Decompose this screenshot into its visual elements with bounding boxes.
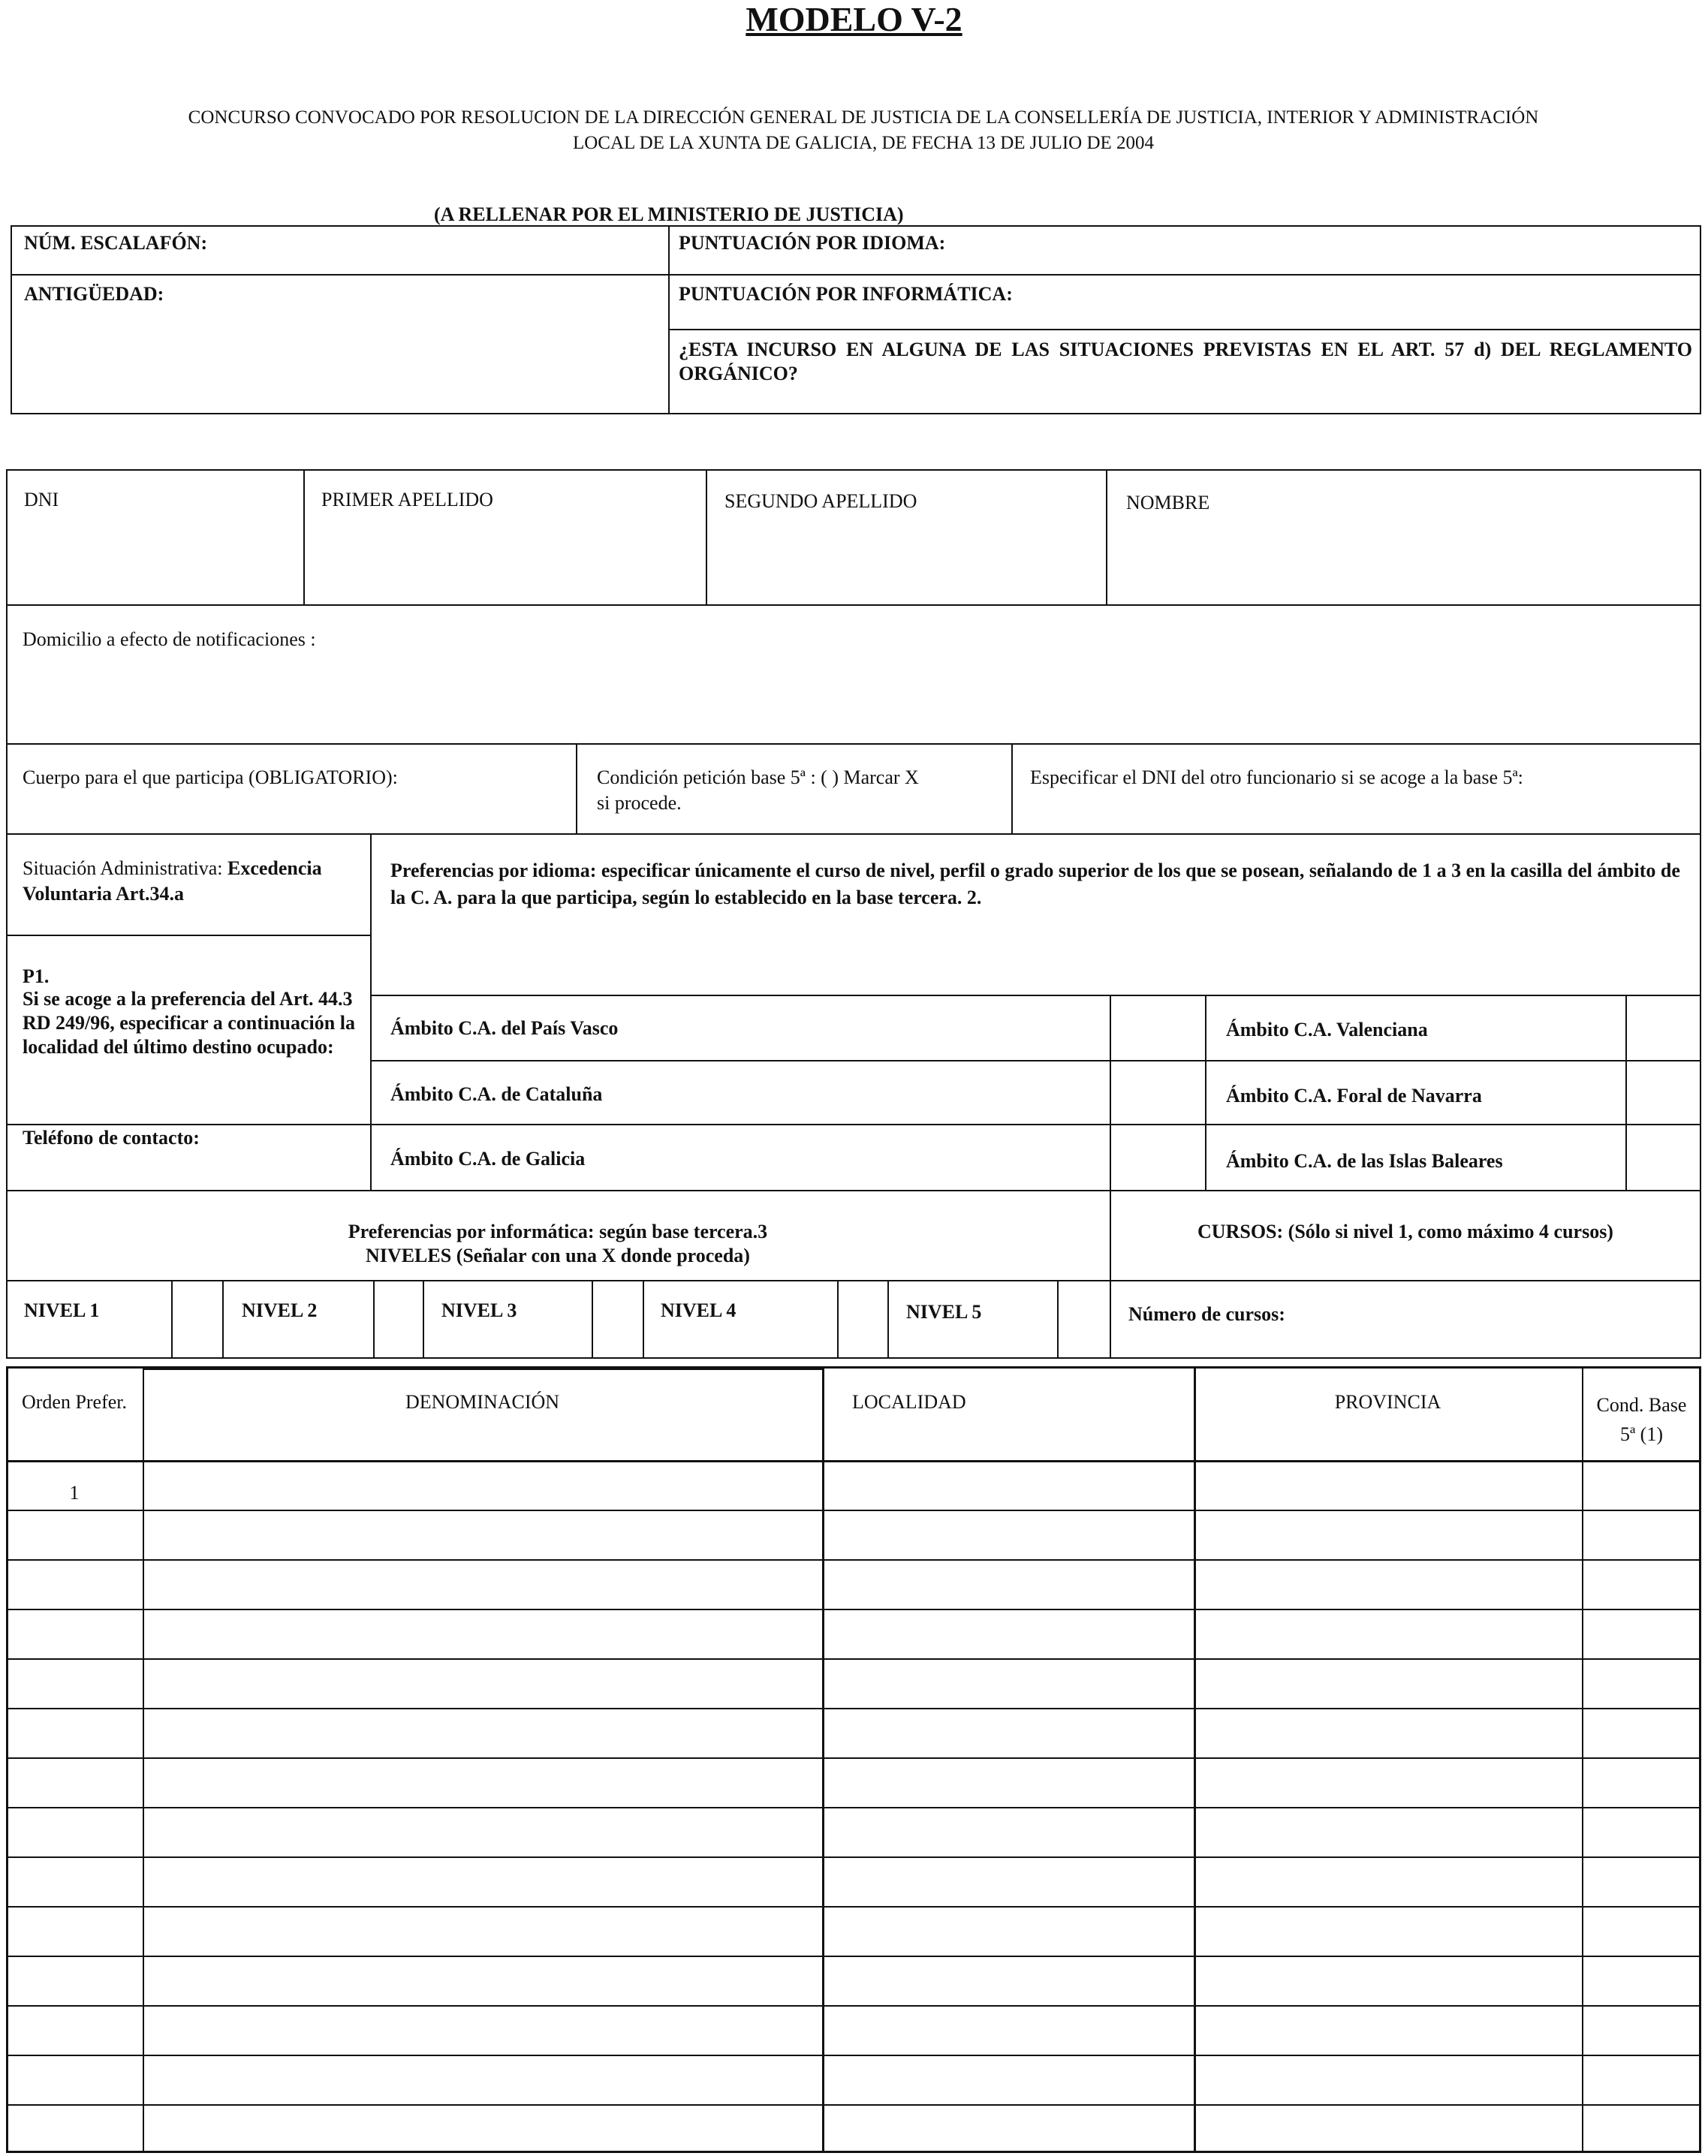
page-title: MODELO V-2 — [746, 0, 962, 38]
nivel3-box-right — [643, 1280, 644, 1359]
situacion-value: Excedencia Voluntaria Art.34.a — [23, 857, 322, 905]
nivel4-box-left — [837, 1280, 839, 1359]
ambito-pais-vasco: Ámbito C.A. del País Vasco — [390, 1017, 619, 1039]
destinos-col-line-3 — [1194, 1366, 1196, 2153]
ambito-navarra: Ámbito C.A. Foral de Navarra — [1226, 1085, 1482, 1107]
destinos-row-line — [6, 1757, 1701, 1759]
convocatoria-line-1: CONCURSO CONVOCADO POR RESOLUCION DE LA DIRECCIÓN GENERAL DE JUSTICIA DE LA CONSELLERÍA DE JUSTICIA, INTERIOR Y ADMINISTRACIÓN — [188, 107, 1539, 128]
row2-line — [6, 743, 1701, 745]
col-denominacion-header: DENOMINACIÓN — [405, 1391, 560, 1413]
puntuacion-informatica-label: PUNTUACIÓN POR INFORMÁTICA: — [679, 283, 1013, 305]
dni-label: DNI — [24, 489, 59, 510]
preferencias-idioma-text: Preferencias por idioma: especificar únicamente el curso de nivel, perfil o grado superior de los que se posean, señalando de 1 a 3 en la casilla del ámbito de la C. A. para la que participa, según lo establecido en la base tercera. 2. — [390, 860, 1680, 908]
p1-title: P1. — [23, 965, 50, 987]
nivel1-box-right — [222, 1280, 224, 1359]
ambitos-divider-3 — [1625, 995, 1627, 1190]
nivel-1-label: NIVEL 1 — [24, 1299, 100, 1321]
niveles-top-line — [6, 1280, 1701, 1281]
apellido1-divider — [706, 469, 707, 604]
col-cond-header-1: Cond. Base — [1596, 1394, 1687, 1416]
domicilio-label: Domicilio a efecto de notificaciones : — [23, 628, 316, 650]
dni-divider — [303, 469, 305, 604]
antiguedad-label: ANTIGÜEDAD: — [24, 283, 164, 305]
destinos-row-line — [6, 1559, 1701, 1561]
nivel1-box-left — [171, 1280, 173, 1359]
cursos-divider — [1110, 1190, 1111, 1359]
ambito-cataluna: Ámbito C.A. de Cataluña — [390, 1083, 603, 1105]
nivel2-box-left — [373, 1280, 375, 1359]
convocatoria-text — [45, 105, 1682, 156]
condicion-divider — [1011, 743, 1013, 833]
cuerpo-label: Cuerpo para el que participa (OBLIGATORIO): — [23, 766, 398, 788]
convocatoria-line-2: LOCAL DE LA XUNTA DE GALICIA, DE FECHA 13 DE JULIO DE 2004 — [572, 133, 1155, 153]
nivel-5-label: NIVEL 5 — [906, 1301, 982, 1323]
ambitos-top-line — [371, 995, 1701, 996]
nivel-2-label: NIVEL 2 — [242, 1299, 318, 1321]
nivel4-box-right — [887, 1280, 889, 1359]
destinos-row-line — [6, 2104, 1701, 2106]
condicion-line-2: si procede. — [597, 792, 682, 814]
nombre-label: NOMBRE — [1126, 492, 1210, 513]
col-provincia-header: PROVINCIA — [1334, 1391, 1441, 1413]
destinos-col-line-1 — [143, 1366, 144, 2153]
informatica-line-2: NIVELES (Señalar con una X donde proceda) — [366, 1245, 750, 1266]
informatica-line-1: Preferencias por informática: según base tercera.3 — [348, 1221, 768, 1242]
col-cond-header-2: 5ª (1) — [1620, 1423, 1663, 1445]
destinos-row-line — [6, 1856, 1701, 1858]
destinos-row-line — [6, 1510, 1701, 1511]
numero-cursos-label: Número de cursos: — [1128, 1303, 1285, 1325]
apellido2-divider — [1106, 469, 1107, 604]
situacion-label: Situación Administrativa: — [23, 857, 223, 879]
incurso-question: ¿ESTA INCURSO EN ALGUNA DE LAS SITUACIONES PREVISTAS EN EL ART. 57 d) DEL REGLAMENTO ORGÁNICO? — [679, 339, 1692, 384]
ministerio-header: (A RELLENAR POR EL MINISTERIO DE JUSTICIA) — [434, 203, 904, 225]
destinos-col-line-2 — [822, 1366, 824, 2153]
destinos-row-line — [6, 2055, 1701, 2056]
p1-text: Si se acoge a la preferencia del Art. 44.3 RD 249/96, especificar a continuación la localidad del último destino ocupado: — [23, 988, 355, 1058]
ambitos-divider-1 — [1110, 995, 1111, 1190]
segundo-apellido-label: SEGUNDO APELLIDO — [724, 490, 917, 512]
destinos-row-line — [6, 1708, 1701, 1709]
row3-line — [6, 833, 1701, 835]
destinos-row-line — [6, 1906, 1701, 1908]
situacion-line — [6, 935, 371, 936]
destinos-col-line-4 — [1582, 1366, 1583, 2153]
destinos-row-line — [6, 1956, 1701, 1957]
primer-apellido-label: PRIMER APELLIDO — [321, 489, 493, 510]
destinos-row-line — [6, 1658, 1701, 1660]
ambito-baleares: Ámbito C.A. de las Islas Baleares — [1226, 1150, 1503, 1172]
destinos-row-line — [6, 1609, 1701, 1610]
orden-first-number: 1 — [69, 1482, 80, 1504]
ambito-valenciana: Ámbito C.A. Valenciana — [1226, 1019, 1428, 1040]
nivel2-box-right — [423, 1280, 424, 1359]
cursos-header: CURSOS: (Sólo si nivel 1, como máximo 4 cursos) — [1197, 1221, 1613, 1242]
ambitos-line-2 — [371, 1124, 1701, 1125]
destinos-header-top — [143, 1368, 822, 1370]
ministerio-row-line — [11, 274, 1701, 276]
row1-line — [6, 604, 1701, 606]
ambitos-line-1 — [371, 1060, 1701, 1061]
ambitos-divider-2 — [1205, 995, 1206, 1190]
nivel5-box-left — [1057, 1280, 1059, 1359]
num-escalafon-label: NÚM. ESCALAFÓN: — [24, 232, 208, 254]
condicion-line-1: Condición petición base 5ª : ( ) Marcar X — [597, 766, 919, 788]
cuerpo-divider — [576, 743, 577, 833]
ministerio-row-line-2 — [668, 329, 1701, 330]
ambito-galicia: Ámbito C.A. de Galicia — [390, 1148, 586, 1170]
informatica-top-line — [6, 1190, 1701, 1191]
ministerio-divider — [668, 225, 670, 414]
destinos-row-line — [6, 1807, 1701, 1808]
col-localidad-header: LOCALIDAD — [852, 1391, 966, 1413]
nivel-3-label: NIVEL 3 — [441, 1299, 517, 1321]
destinos-row-line — [6, 2005, 1701, 2007]
situacion-administrativa — [23, 856, 360, 907]
especificar-dni-label: Especificar el DNI del otro funcionario si se acoge a la base 5ª: — [1030, 766, 1523, 788]
puntuacion-idioma-label: PUNTUACIÓN POR IDIOMA: — [679, 232, 946, 254]
col-orden-header: Orden Prefer. — [21, 1391, 128, 1413]
destinos-table — [6, 1366, 1701, 2153]
situacion-divider — [370, 833, 372, 1190]
nivel-4-label: NIVEL 4 — [661, 1299, 737, 1321]
destinos-row-line — [6, 1460, 1701, 1462]
p1-line — [6, 1124, 371, 1125]
nivel3-box-left — [592, 1280, 593, 1359]
telefono-label: Teléfono de contacto: — [23, 1127, 200, 1149]
